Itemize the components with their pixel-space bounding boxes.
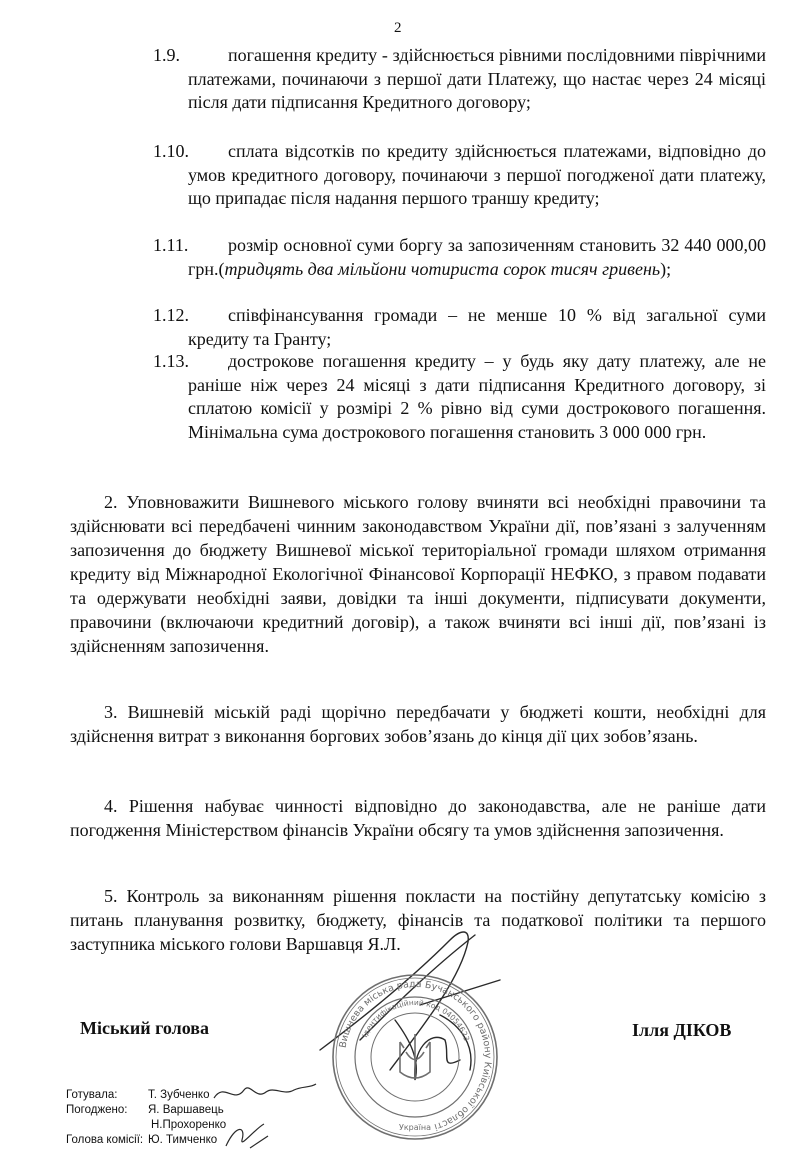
item-text: погашення кредиту - здійснюється рівними послідовними піврічними платежами, починаючи з першої дати Платежу, що настає через 24 місяці після дати підписання Кредитного договору; xyxy=(188,45,766,112)
svg-text:Вишнева міська рада Бучанськог: Вишнева міська рада Бучанського району Київської області xyxy=(337,978,494,1133)
list-item-1-9 xyxy=(153,44,766,115)
paragraph-2: 2. Уповноважити Вишневого міського голову вчиняти всі необхідні правочини та здійснювати всі передбачені чинним законодавством України дії, пов’язані з залученням запозичення до бюджету Вишневої міської територіальної громади шляхом отримання кредиту від Міжнародної Екологічної Фінансової Корпорації НЕФКО, з правом подавати та одержувати необхідні заяви, довідки та інші документи, підписувати документи, правочини (включаючи кредитний договір), а також вчиняти всі інші дії, пов’язані із здійсненням запозичення. xyxy=(70,492,766,656)
item-text: сплата відсотків по кредиту здійснюється платежами, відповідно до умов кредитного договору, починаючи з першої погодженої дати платежу, що припадає після надання першого траншу кредиту; xyxy=(188,141,766,208)
item-number: 1.12. xyxy=(153,305,189,325)
list-item-1-13 xyxy=(153,350,766,444)
approval-label: Погоджено: xyxy=(66,1104,128,1116)
item-text: дострокове погашення кредиту – у будь яку дату платежу, але не раніше ніж через 24 місяці з дати підписання Кредитного договору, зі сплатою комісії у розмірі 2 % рівно від суми дострокового погашення. Мінімальна сума дострокового погашення становить 3 000 000 грн. xyxy=(188,351,766,442)
approval-label: Готувала: xyxy=(66,1089,118,1101)
item-number: 1.10. xyxy=(153,141,189,161)
paragraph-3: 3. Вишневій міській раді щорічно передбачати у бюджеті кошти, необхідні для здійснення витрат з виконання боргових зобов’язань до кінця дії цих зобов’язань. xyxy=(70,702,766,746)
approval-name: Н.Прохоренко xyxy=(151,1119,227,1131)
trident-icon xyxy=(400,1034,430,1078)
item-text-italic: тридцять два мільйони чотириста сорок тисяч гривень xyxy=(224,258,661,279)
approval-name: Ю. Тимченко xyxy=(148,1134,218,1146)
approval-label: Голова комісії: xyxy=(66,1134,144,1146)
paragraph-4: 4. Рішення набуває чинності відповідно до законодавства, але не раніше дати погодження Міністерством фінансів України обсягу та умов здійснення запозичення. xyxy=(70,796,766,840)
item-number: 1.13. xyxy=(153,351,189,371)
item-text: співфінансування громади – не менше 10 % від загальної суми кредиту та Гранту; xyxy=(188,305,766,349)
svg-text:Україна: Україна xyxy=(398,1123,432,1132)
approval-name: Т. Зубченко xyxy=(148,1089,210,1101)
mayor-name: Ілля ДІКОВ xyxy=(632,1020,732,1040)
svg-text:Ідентифікаційний код 04054623: Ідентифікаційний код 04054623 xyxy=(360,997,472,1043)
approval-row xyxy=(66,1088,226,1103)
list-item-1-10 xyxy=(153,140,766,211)
item-number: 1.11. xyxy=(153,235,189,255)
approval-row xyxy=(66,1103,226,1118)
official-stamp xyxy=(330,972,500,1142)
page-number: 2 xyxy=(394,20,402,36)
initials-signature-1 xyxy=(210,1074,320,1108)
initials-signature-2 xyxy=(220,1118,280,1152)
mayor-title: Міський голова xyxy=(80,1018,209,1038)
item-text xyxy=(188,234,766,281)
approvals-block xyxy=(66,1088,226,1148)
list-item-1-12 xyxy=(153,304,766,351)
approval-row xyxy=(66,1133,226,1148)
paragraph-5: 5. Контроль за виконанням рішення покласти на постійну депутатську комісію з питань планування розвитку, бюджету, фінансів та податкової політики та першого заступника міського голови Варшавця Я.Л. xyxy=(70,886,766,954)
list-item-1-11 xyxy=(153,234,766,281)
approval-row xyxy=(66,1118,226,1133)
item-text-plain: розмір основної суми боргу за запозиченням становить 32 440 000,00 грн.( xyxy=(188,235,766,279)
approval-name: Я. Варшавець xyxy=(148,1104,224,1116)
item-text-tail: ); xyxy=(660,258,672,279)
item-number: 1.9. xyxy=(153,45,180,65)
